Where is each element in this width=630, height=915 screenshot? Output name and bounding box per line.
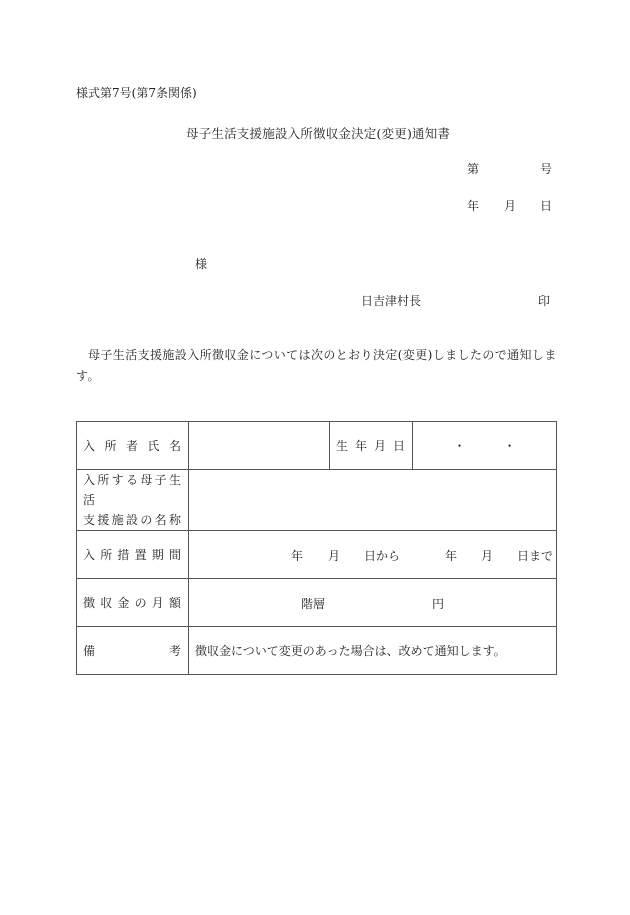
table-row <box>77 470 557 531</box>
period-from-day: 日から <box>364 548 401 563</box>
fee-tier-label: 階層 <box>301 596 326 611</box>
period-to-month: 月 <box>481 548 494 563</box>
document-title: 母子生活支援施設入所徴収金決定(変更)通知書 <box>186 126 451 141</box>
remarks-field: 徴収金について変更のあった場合は、改めて通知します。 <box>189 627 557 675</box>
document-number-suffix: 号 <box>540 162 553 176</box>
resident-name-label: 入所者氏名 <box>77 422 189 470</box>
date-day-label: 日 <box>540 199 553 213</box>
birthdate-label: 生年月日 <box>330 422 413 470</box>
notice-body-text: 母子生活支援施設入所徴収金については次のとおり決定(変更)しましたので通知します。 <box>76 348 557 383</box>
resident-name-field[interactable] <box>189 422 330 470</box>
table-row <box>77 627 557 675</box>
seal-mark: 印 <box>538 294 551 308</box>
remarks-label-char2: 考 <box>168 644 182 658</box>
birthdate-separator: ・ <box>503 439 516 453</box>
table-row <box>77 579 557 627</box>
date-month-label: 月 <box>504 199 517 213</box>
issuer-name: 日吉津村長 <box>361 294 422 308</box>
form-number: 様式第7号(第7条関係) <box>76 86 197 100</box>
date-year-label: 年 <box>467 199 480 213</box>
monthly-fee-label: 徴収金の月額 <box>77 579 189 627</box>
notice-details-table <box>76 421 557 675</box>
placement-period-label: 入所措置期間 <box>77 531 189 579</box>
period-from-year: 年 <box>291 548 304 563</box>
remarks-label <box>77 627 189 675</box>
facility-name-label-line1: 入所する母子生活 <box>83 473 182 507</box>
facility-name-label <box>77 470 189 531</box>
facility-name-field[interactable] <box>189 470 557 531</box>
addressee-honorific: 様 <box>195 257 208 271</box>
period-to-year: 年 <box>445 548 458 563</box>
period-from-month: 月 <box>328 548 341 563</box>
birthdate-field[interactable] <box>413 422 557 470</box>
facility-name-label-line2: 支援施設の名称 <box>83 513 182 527</box>
placement-period-field[interactable] <box>189 531 557 579</box>
table-row <box>77 422 557 470</box>
fee-yen-label: 円 <box>432 596 445 611</box>
remarks-label-char1: 備 <box>83 644 97 658</box>
table-row <box>77 531 557 579</box>
period-to-day: 日まで <box>517 548 554 563</box>
birthdate-separator: ・ <box>453 439 466 453</box>
document-number-prefix: 第 <box>467 162 480 176</box>
monthly-fee-field[interactable] <box>189 579 557 627</box>
